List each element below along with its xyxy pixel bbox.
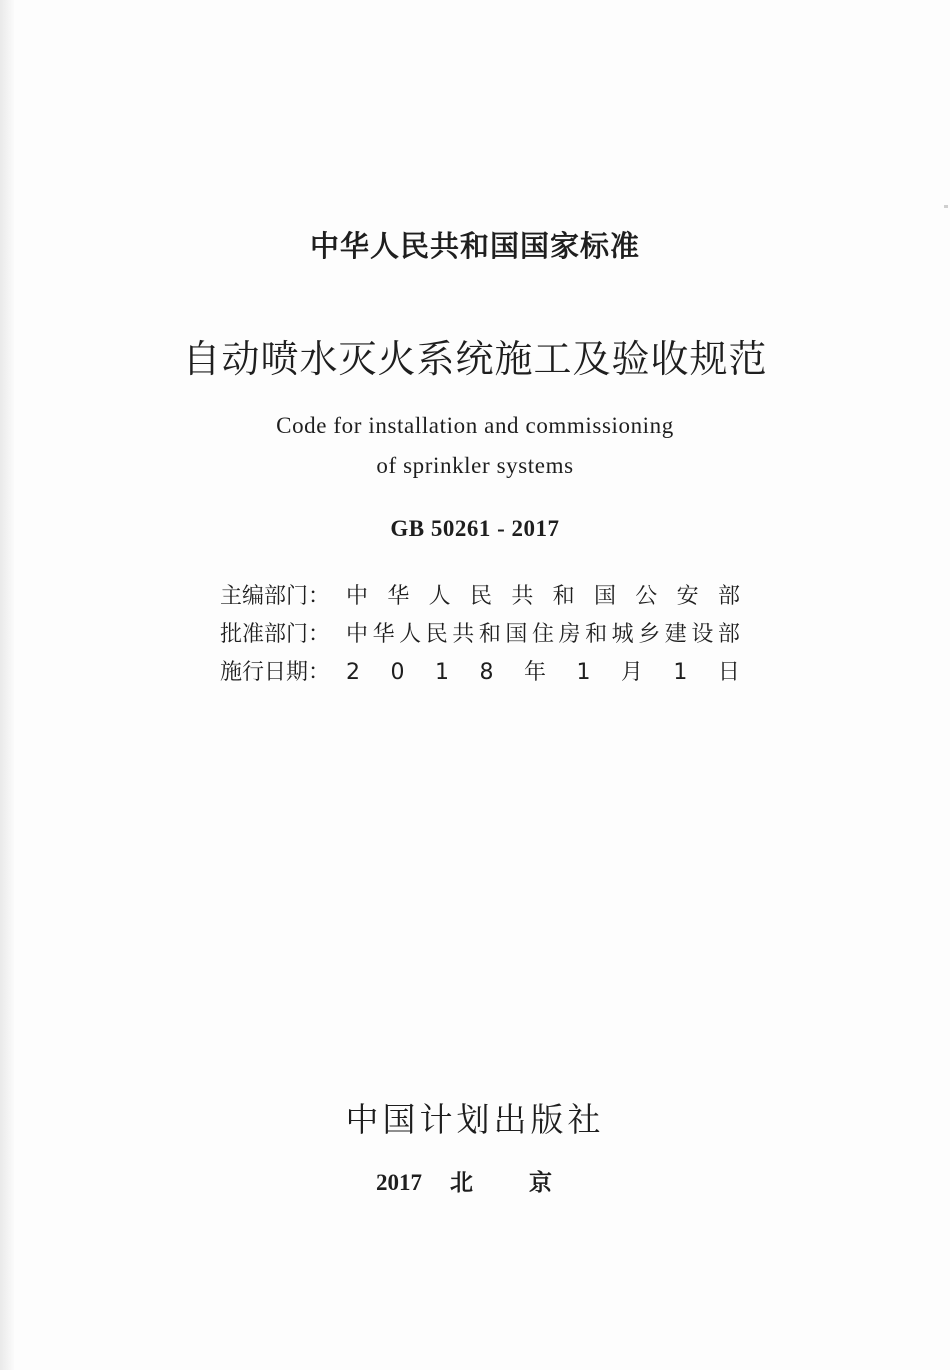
approver-value — [346, 616, 740, 654]
editor-label: 主编部门： — [220, 584, 331, 609]
editor-char: 中 — [346, 584, 369, 609]
approver-char: 建 — [664, 622, 687, 647]
approver-char: 民 — [425, 622, 448, 647]
scan-edge-shadow — [0, 0, 14, 1370]
imprint — [376, 1164, 608, 1197]
approver-char: 部 — [717, 622, 740, 647]
publication-info — [220, 578, 740, 692]
effective-date-value — [346, 654, 740, 692]
editor-char: 民 — [469, 584, 492, 609]
standard-number: GB 50261 - 2017 — [390, 516, 560, 541]
approver-char: 人 — [399, 622, 422, 647]
approver-char: 和 — [478, 622, 501, 647]
editor-char: 部 — [717, 584, 740, 609]
publisher-name: 中国计划出版社 — [345, 1100, 605, 1139]
editor-value — [346, 578, 740, 616]
national-standard-heading: 中华人民共和国国家标准 — [309, 229, 640, 263]
date-char: 日 — [717, 660, 740, 685]
approver-char: 华 — [372, 622, 395, 647]
date-char: 8 — [479, 660, 494, 685]
english-title-line-2: of sprinkler systems — [376, 453, 574, 478]
date-char: 2 — [346, 660, 360, 685]
editor-char: 共 — [511, 584, 534, 609]
approver-char: 和 — [585, 622, 608, 647]
scan-speck — [944, 205, 948, 208]
approver-char: 中 — [346, 622, 369, 647]
approver-label: 批准部门： — [220, 622, 331, 647]
approver-char: 设 — [691, 622, 714, 647]
chinese-title: 自动喷水灭火系统施工及验收规范 — [182, 337, 768, 381]
imprint-year: 2017 — [376, 1170, 422, 1195]
date-char: 1 — [434, 660, 449, 685]
editor-char: 和 — [552, 584, 575, 609]
date-char: 年 — [523, 660, 546, 685]
approver-char: 国 — [505, 622, 528, 647]
effective-date-row — [220, 654, 740, 692]
editor-char: 公 — [635, 584, 658, 609]
date-char: 月 — [620, 660, 643, 685]
date-char: 0 — [390, 660, 405, 685]
editor-char: 华 — [387, 584, 410, 609]
date-char: 1 — [673, 660, 688, 685]
english-title — [0, 406, 950, 486]
editor-char: 安 — [676, 584, 699, 609]
approver-char: 乡 — [638, 622, 661, 647]
approver-char: 住 — [531, 622, 554, 647]
editor-char: 国 — [593, 584, 616, 609]
approver-row — [220, 616, 740, 654]
approver-char: 共 — [452, 622, 475, 647]
imprint-city: 北京 — [450, 1170, 608, 1196]
editor-char: 人 — [428, 584, 451, 609]
english-title-line-1: Code for installation and commissioning — [276, 413, 674, 438]
editor-row — [220, 578, 740, 616]
approver-char: 城 — [611, 622, 634, 647]
effective-date-label: 施行日期： — [220, 660, 331, 685]
approver-char: 房 — [558, 622, 581, 647]
date-char: 1 — [576, 660, 591, 685]
